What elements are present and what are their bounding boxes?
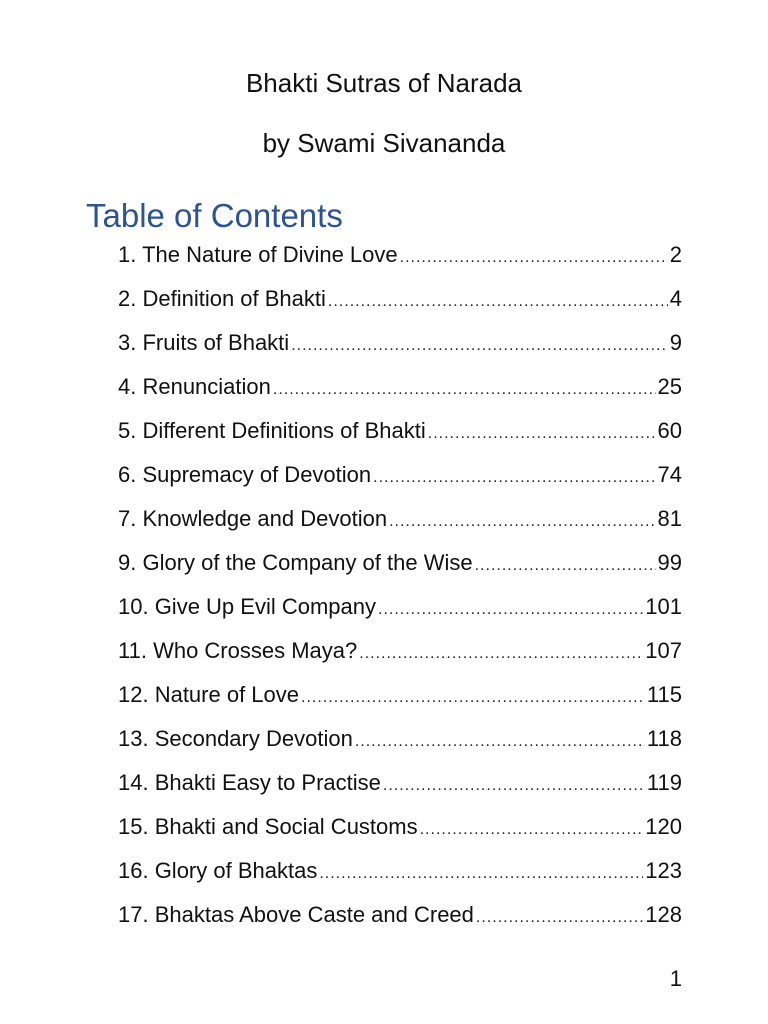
- toc-entry-label: 16. Glory of Bhaktas: [118, 858, 318, 883]
- toc-entry[interactable]: [118, 854, 682, 898]
- toc-entry-label: 2. Definition of Bhakti: [118, 286, 326, 311]
- toc-leader: [383, 769, 645, 803]
- toc-entry[interactable]: [118, 326, 682, 370]
- toc-leader: [291, 329, 668, 363]
- toc-entry[interactable]: [118, 370, 682, 414]
- toc-leader: [378, 593, 643, 627]
- toc-entry[interactable]: [118, 678, 682, 722]
- toc-entry-page: 9: [669, 330, 682, 355]
- toc-leader: [319, 857, 643, 891]
- toc-entry[interactable]: [118, 458, 682, 502]
- toc-entry-page: 2: [669, 242, 682, 267]
- toc-entry-label: 11. Who Crosses Maya?: [118, 638, 358, 663]
- toc-leader: [359, 637, 643, 671]
- toc-heading: Table of Contents: [86, 197, 343, 234]
- toc-leader: [355, 725, 645, 759]
- toc-entry[interactable]: [118, 722, 682, 766]
- toc-leader: [476, 901, 643, 935]
- toc-leader: [428, 417, 656, 451]
- toc-entry-page: 120: [645, 814, 682, 839]
- toc-entry[interactable]: [118, 810, 682, 854]
- toc-entry-page: 81: [657, 506, 682, 531]
- toc-entry-label: 6. Supremacy of Devotion: [118, 462, 372, 487]
- page-number: 1: [669, 966, 682, 991]
- toc-entry[interactable]: [118, 282, 682, 326]
- toc-entry[interactable]: [118, 502, 682, 546]
- toc-entry-page: 128: [645, 902, 682, 927]
- toc-entry-label: 7. Knowledge and Devotion: [118, 506, 388, 531]
- toc-entry[interactable]: [118, 590, 682, 634]
- toc-leader: [475, 549, 656, 583]
- toc-entry-page: 25: [657, 374, 682, 399]
- toc-entry-page: 118: [646, 726, 682, 751]
- toc-entry-page: 99: [657, 550, 682, 575]
- toc-entry[interactable]: [118, 238, 682, 282]
- toc-entry-label: 17. Bhaktas Above Caste and Creed: [118, 902, 474, 927]
- toc-entry-page: 115: [646, 682, 682, 707]
- toc-list: [118, 238, 682, 942]
- toc-leader: [373, 461, 655, 495]
- toc-leader: [328, 285, 668, 319]
- toc-entry-label: 9. Glory of the Company of the Wise: [118, 550, 473, 575]
- toc-entry[interactable]: [118, 546, 682, 590]
- toc-entry-page: 4: [669, 286, 682, 311]
- toc-leader: [301, 681, 645, 715]
- author-line: by Swami Sivananda: [262, 128, 506, 158]
- toc-entry-page: 74: [657, 462, 682, 487]
- toc-entry[interactable]: [118, 766, 682, 810]
- toc-entry-page: 123: [645, 858, 682, 883]
- document-title: Bhakti Sutras of Narada: [245, 68, 523, 98]
- toc-entry-page: 60: [657, 418, 682, 443]
- toc-entry[interactable]: [118, 414, 682, 458]
- toc-leader: [389, 505, 655, 539]
- toc-entry-label: 14. Bhakti Easy to Practise: [118, 770, 381, 795]
- toc-entry-label: 13. Secondary Devotion: [118, 726, 353, 751]
- toc-entry[interactable]: [118, 898, 682, 942]
- toc-entry-page: 107: [645, 638, 682, 663]
- toc-entry-label: 3. Fruits of Bhakti: [118, 330, 290, 355]
- toc-leader: [273, 373, 656, 407]
- toc-entry[interactable]: [118, 634, 682, 678]
- toc-entry-page: 101: [645, 594, 682, 619]
- toc-leader: [400, 241, 668, 275]
- toc-entry-label: 5. Different Definitions of Bhakti: [118, 418, 426, 443]
- toc-leader: [420, 813, 644, 847]
- toc-entry-page: 119: [646, 770, 682, 795]
- toc-entry-label: 10. Give Up Evil Company: [118, 594, 376, 619]
- toc-entry-label: 4. Renunciation: [118, 374, 271, 399]
- toc-entry-label: 12. Nature of Love: [118, 682, 300, 707]
- toc-entry-label: 1. The Nature of Divine Love: [118, 242, 398, 267]
- toc-entry-label: 15. Bhakti and Social Customs: [118, 814, 418, 839]
